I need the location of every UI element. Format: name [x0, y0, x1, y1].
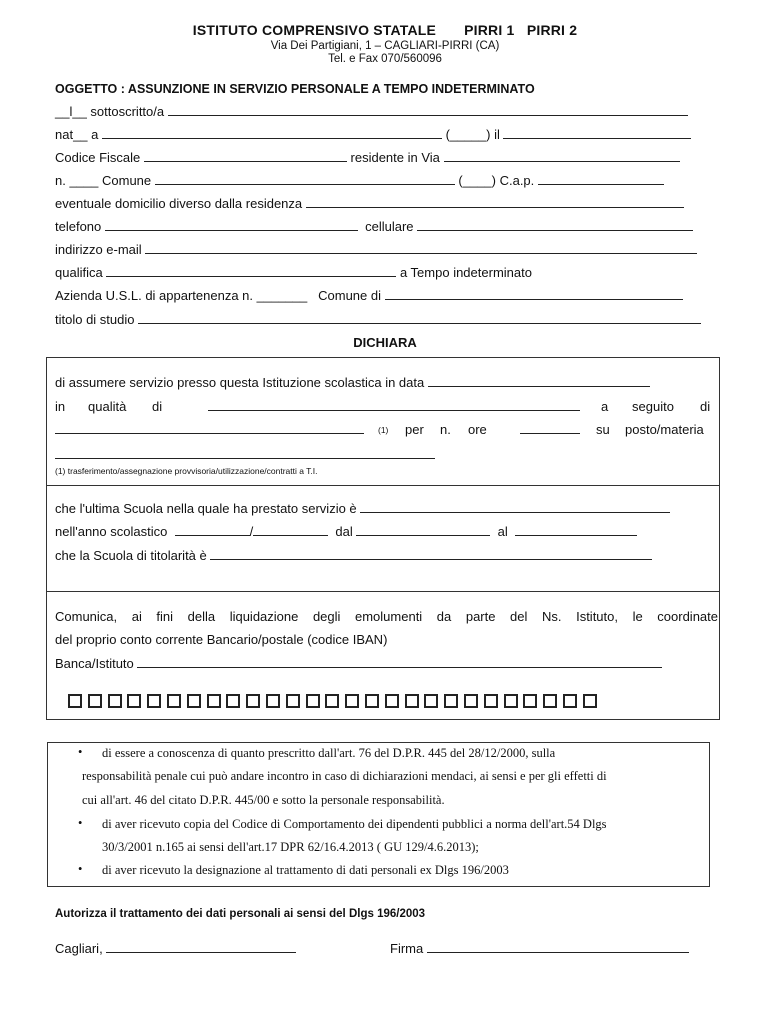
word-on: su — [596, 422, 610, 437]
label-domicile: eventuale domicilio diverso dalla residenza — [55, 196, 303, 211]
label-zip: C.a.p. — [499, 173, 535, 188]
row-phone — [55, 219, 693, 234]
word-following: seguito — [632, 399, 674, 414]
decl-3: di aver ricevuto la designazione al trattamento di dati personali ex Dlgs 196/2003 — [102, 863, 509, 877]
iban-char-box[interactable] — [147, 694, 161, 708]
word-quality: qualità — [88, 399, 127, 414]
bank-name-field[interactable] — [137, 656, 662, 668]
bank-iban-label: del proprio conto corrente Bancario/postale (codice IBAN) — [55, 632, 388, 647]
iban-char-box[interactable] — [523, 694, 537, 708]
word-a: a — [601, 399, 609, 414]
row-last-school — [55, 501, 670, 516]
school-a: PIRRI 1 — [464, 22, 515, 38]
label-school-year: nell'anno scolastico — [55, 524, 168, 539]
bullet-3: • — [78, 862, 83, 876]
label-study-title: titolo di studio — [55, 312, 135, 327]
label-mobile: cellulare — [365, 219, 414, 234]
label-health-municipality: Comune di — [318, 288, 381, 303]
iban-char-box[interactable] — [424, 694, 438, 708]
street-field[interactable] — [444, 150, 680, 162]
iban-char-box[interactable] — [563, 694, 577, 708]
address: Via Dei Partigiani, 1 – CAGLIARI-PIRRI (CA) — [270, 40, 500, 52]
label-qualification: qualifica — [55, 265, 103, 280]
row-city — [55, 941, 296, 956]
to-date-field[interactable] — [515, 524, 637, 536]
label-signature: Firma — [390, 941, 424, 956]
year-slash: / — [249, 524, 254, 539]
iban-char-box[interactable] — [207, 694, 221, 708]
word-hours: ore — [468, 422, 487, 437]
iban-char-box[interactable] — [325, 694, 339, 708]
birthdate-field[interactable] — [503, 127, 691, 139]
subject-line: OGGETTO : ASSUNZIONE IN SERVIZIO PERSONALE A TEMPO INDETERMINATO — [55, 82, 535, 96]
last-school-field[interactable] — [360, 501, 670, 513]
from-date-field[interactable] — [356, 524, 490, 536]
row-health-unit — [55, 288, 683, 303]
label-last-school: che l'ultima Scuola nella quale ha prestato servizio è — [55, 501, 357, 516]
institute-name: ISTITUTO COMPRENSIVO STATALE — [192, 22, 437, 38]
decl-1b: responsabilità penale cui può andare incontro in caso di dichiarazioni mendaci, ai sensi e per gli effetti di — [82, 769, 607, 783]
post-subject-field[interactable] — [55, 447, 435, 459]
label-born: nat__ a — [55, 127, 99, 142]
phone: Tel. e Fax 070/560096 — [328, 53, 442, 65]
decl-1c: cui all'art. 46 del citato D.P.R. 445/00 e sotto la personale responsabilità. — [82, 793, 445, 807]
iban-char-box[interactable] — [583, 694, 597, 708]
email-field[interactable] — [145, 242, 697, 254]
label-permanent: a Tempo indeterminato — [399, 265, 532, 280]
iban-char-box[interactable] — [108, 694, 122, 708]
iban-char-box[interactable] — [385, 694, 399, 708]
declares-heading: DICHIARA — [353, 335, 417, 350]
signature-field[interactable] — [427, 941, 689, 953]
row-email — [55, 242, 697, 257]
decl-1a: di essere a conoscenza di quanto prescritto dall'art. 76 del D.P.R. 445 del 28/12/2000, sulla — [102, 746, 556, 760]
label-service-start: di assumere servizio presso questa Istituzione scolastica in data — [55, 375, 425, 390]
qualification-field[interactable] — [106, 265, 396, 277]
label-health-unit: Azienda U.S.L. di appartenenza n. — [55, 288, 254, 303]
word-for: per — [405, 422, 424, 437]
row-birth — [55, 127, 691, 142]
row-signed — [55, 104, 688, 119]
zip-field[interactable] — [538, 173, 664, 185]
institute-title — [0, 22, 770, 38]
birthplace-field[interactable] — [102, 127, 442, 139]
iban-char-box[interactable] — [88, 694, 102, 708]
decl-2b: 30/3/2001 n.165 ai sensi dell'art.17 DPR 62/16.4.2013 ( GU 129/4.6.2013); — [102, 840, 479, 854]
label-bank-name: Banca/Istituto — [55, 656, 134, 671]
municipality-field[interactable] — [155, 173, 455, 185]
year-start-field[interactable] — [175, 524, 250, 536]
iban-char-box[interactable] — [504, 694, 518, 708]
iban-char-box[interactable] — [127, 694, 141, 708]
row-service-start — [55, 375, 650, 390]
decl-2a: di aver ricevuto copia del Codice di Comportamento dei dipendenti pubblici a norma dell'art.54 Dlgs — [102, 817, 607, 831]
label-from: dal — [335, 524, 353, 539]
row-school-year — [55, 524, 637, 539]
iban-char-box[interactable] — [345, 694, 359, 708]
iban-char-box[interactable] — [226, 694, 240, 708]
authorize-text: Autorizza il trattamento dei dati personali ai sensi del Dlgs 196/2003 — [55, 908, 426, 920]
iban-char-box[interactable] — [266, 694, 280, 708]
bullet-1: • — [78, 745, 83, 759]
label-email: indirizzo e-mail — [55, 242, 142, 257]
word-in: in — [55, 399, 66, 414]
assignment-field[interactable] — [55, 422, 364, 434]
label-born-prov: (_____) — [445, 127, 491, 142]
label-municipality: Comune — [102, 173, 152, 188]
iban-char-box[interactable] — [444, 694, 458, 708]
health-municipality-field[interactable] — [385, 288, 683, 300]
iban-char-box[interactable] — [68, 694, 82, 708]
iban-boxes — [68, 694, 603, 713]
iban-char-box[interactable] — [187, 694, 201, 708]
iban-char-box[interactable] — [246, 694, 260, 708]
word-di: di — [700, 399, 711, 414]
label-to: al — [497, 524, 508, 539]
iban-char-box[interactable] — [464, 694, 478, 708]
signed-name-field[interactable] — [168, 104, 688, 116]
tenure-school-field[interactable] — [210, 548, 652, 560]
row-municipality — [55, 173, 664, 188]
label-city: Cagliari, — [55, 941, 103, 956]
health-unit-number-field[interactable]: _______ — [256, 288, 308, 303]
iban-char-box[interactable] — [484, 694, 498, 708]
label-prov: (____) — [458, 173, 496, 188]
year-end-field[interactable] — [253, 524, 328, 536]
phone-field[interactable] — [105, 219, 358, 231]
iban-char-box[interactable] — [365, 694, 379, 708]
tax-code-field[interactable] — [144, 150, 347, 162]
bullet-2: • — [78, 816, 83, 830]
word-n: n. — [440, 422, 451, 437]
row-tenure-school — [55, 548, 652, 563]
word-post: posto/materia — [625, 422, 704, 437]
label-resident: residente in Via — [350, 150, 440, 165]
mobile-field[interactable] — [417, 219, 693, 231]
note-ref: (1) — [378, 425, 389, 435]
row-signature — [390, 941, 689, 956]
quality-field[interactable] — [208, 399, 580, 411]
service-date-field[interactable] — [428, 375, 650, 387]
iban-char-box[interactable] — [167, 694, 181, 708]
date-field[interactable] — [106, 941, 296, 953]
hours-field[interactable] — [520, 422, 580, 434]
label-signed: __l__ sottoscritto/a — [55, 104, 165, 119]
bank-intro: Comunica, ai fini della liquidazione degli emolumenti da parte del Ns. Istituto, le coordinate — [55, 609, 718, 624]
iban-char-box[interactable] — [306, 694, 320, 708]
word-of: di — [152, 399, 163, 414]
iban-char-box[interactable] — [286, 694, 300, 708]
row-domicile — [55, 196, 684, 211]
label-tenure-school: che la Scuola di titolarità è — [55, 548, 207, 563]
row-qualification — [55, 265, 532, 280]
label-tax-code: Codice Fiscale — [55, 150, 141, 165]
iban-char-box[interactable] — [543, 694, 557, 708]
row-tax — [55, 150, 680, 165]
row-study — [55, 312, 701, 327]
label-number: n. ____ — [55, 173, 99, 188]
school-b: PIRRI 2 — [526, 22, 578, 38]
row-bank-name — [55, 656, 662, 671]
label-phone: telefono — [55, 219, 102, 234]
study-title-field[interactable] — [138, 312, 701, 324]
label-born-on: il — [494, 127, 500, 142]
domicile-field[interactable] — [306, 196, 684, 208]
footnote: (1) trasferimento/assegnazione provvisoria/utilizzazione/contratti a T.I. — [55, 466, 318, 476]
iban-char-box[interactable] — [405, 694, 419, 708]
